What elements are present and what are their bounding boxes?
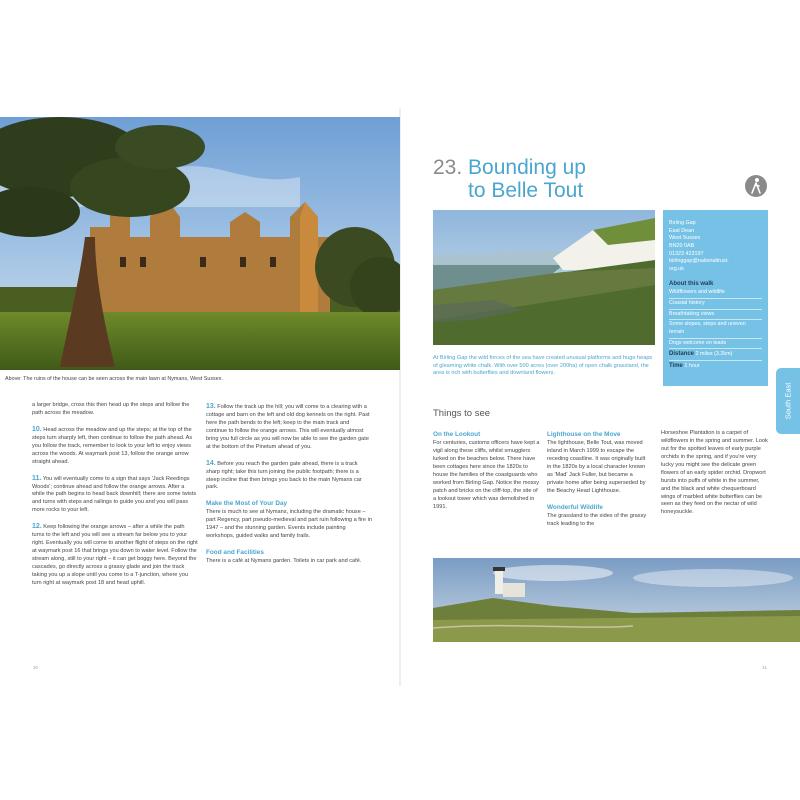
phone-number[interactable]: 01323 423197 [669, 250, 704, 257]
time-row [669, 361, 762, 372]
address-line: East Dean [669, 227, 695, 234]
cliffs-photo-caption: At Birling Gap the wild forces of the sea have created unusual platforms and huge heaps of gleaming white chalk. With over 500 acres (over 200ha) of open chalk grassland, the area is rich with butterflies and downland flowers. [433, 355, 653, 377]
walk-info-box [663, 210, 768, 386]
wildlife-text: The grassland to the sides of the grassy track leading to the [547, 512, 647, 527]
left-column-1 [32, 402, 198, 595]
make-most-heading: Make the Most of Your Day [206, 500, 288, 508]
time-label: Time [669, 362, 683, 369]
step-11 [32, 474, 198, 516]
lighthouse-text: The lighthouse, Belle Tout, was moved inland in March 1999 to escape the receding coastline. It was originally built in the 1820s by a local character known as 'Mad' Jack Fuller, but became a private home after being superseded by the Beachy Head Lighthouse. [547, 440, 646, 494]
col3-text: Horseshoe Plantation is a carpet of wildflowers in the spring and summer. Look out for the spotted leaves of early purple orchids in the spring, and if you're very lucky you might see the delicate green flowers of an early spider orchid. Dropwort bursts into puffs of white in the summer, and the black and white chequerboard wings of marbled white butterflies can be seen as they feed on the nectar of wild honeysuckle. [661, 430, 768, 516]
step-text: Before you reach the garden gate ahead, there is a track sharp right; take this turn joining the public footpath; there is a steep incline that then brings you back to the main Nymans car park. [206, 460, 362, 491]
make-most-text: There is much to see at Nymans, including the dramatic house – part Regency, part pseudo-medieval and part ruin following a fire in 1947 – and the stunning garden. Events include painting workshops, guided walks and family trails. [206, 509, 372, 540]
walk-title-text-2: to Belle Tout [468, 179, 584, 203]
about-item: Dogs welcome on leads [669, 339, 762, 350]
region-tab[interactable] [776, 368, 800, 434]
belle-tout-lighthouse-photo [433, 558, 800, 642]
food-facilities-text: There is a café at Nymans garden. Toilets in car park and café. [206, 558, 362, 565]
step-text: Keep following the orange arrows – after a while the path turns to the left and you will see a stream far below you to your right. Eventually you will come to another flight of steps on the right at waymark post 16 that brings you down to water level. Follow the stream along, still to your right – it can get boggy here. Beyond the cascades, go directly across a grassy glade and join the track taking you up a slope until you come to a T-junction, where you turn right at waymark post 18 and head uphill. [32, 524, 198, 586]
step-number: 12. [32, 523, 42, 531]
left-photo-caption: Above: The ruins of the house can be seen across the main lawn at Nymans, West Sussex. [5, 376, 223, 382]
food-facilities-heading: Food and Facilities [206, 549, 264, 557]
walking-figure-icon [745, 175, 767, 197]
about-item: Breathtaking views [669, 310, 762, 321]
address-line: BN20 0AB [669, 243, 695, 250]
email-line-2[interactable]: org.uk [669, 266, 684, 273]
step-text: You will eventually come to a sign that says 'Jack Reedings Woods'; continue ahead and follow the orange arrows. After a while the path begins to head back downhill; there are some twists and turns with steps and railings to guide you and you will pass more rocks to your left. [32, 475, 197, 514]
right-page-number: 31 [762, 665, 768, 670]
address-line: Birling Gap [669, 220, 696, 226]
step-10 [32, 425, 198, 467]
birling-gap-cliffs-photo [433, 210, 655, 345]
step-14 [206, 459, 372, 493]
right-column-1 [433, 430, 541, 519]
things-to-see-heading: Things to see [433, 408, 491, 419]
distance-row [669, 349, 762, 361]
nymans-house-photo [0, 117, 400, 370]
distance-label: Distance [669, 351, 695, 358]
region-tab-label: South East [783, 382, 793, 420]
about-walk-heading: About this walk [669, 280, 714, 287]
walk-title-line-1 [433, 156, 586, 179]
lighthouse-heading: Lighthouse on the Move [547, 431, 621, 438]
step-number: 10. [32, 425, 42, 433]
left-page-number: 30 [33, 665, 39, 670]
address-block [669, 220, 762, 274]
step-number: 11. [32, 474, 42, 482]
wildlife-heading: Wonderful Wildlife [547, 503, 603, 511]
intro-paragraph: a larger bridge, cross this then head up the steps and follow the path across the meadow. [32, 402, 190, 416]
walk-title [433, 156, 586, 202]
email-line-1[interactable]: birlinggap@nationaltrust. [669, 258, 729, 265]
distance-value: 2 miles (3.2km) [695, 351, 733, 358]
step-number: 13. [206, 403, 216, 410]
lookout-text: For centuries, customs officers have kept a vigil along these cliffs, whilst smugglers lurked on the beaches below. There have been cottages here since the 1820s to house the families of the coastguards who worked from Birling Gap. Notice the mossy patch and bricks on the cliff-top, the site of a lookout tower which was demolished in 1991. [433, 440, 540, 510]
right-column-3 [661, 430, 769, 524]
step-13 [206, 402, 372, 452]
address-line: West Sussex [669, 235, 701, 242]
step-number: 14. [206, 459, 216, 467]
time-value: 1 hour [684, 362, 700, 369]
left-column-2 [206, 402, 372, 573]
lookout-heading: On the Lookout [433, 431, 481, 438]
step-text: Head across the meadow and up the steps; at the top of the steps turn sharply left, then continue to follow the path ahead. As you follow the track, remember to look to your left to enjoy views across the woods. At waymark post 13, follow the orange arrow straight ahead. [32, 426, 193, 465]
step-text: Follow the track up the hill; you will come to a clearing with a cottage and barn on the left and old dog kennels on the right. Past here the path bends to the left; keep to the main track and continue to follow the orange arrows. This will eventually almost bring you full circle as you will now be able to see the garden gate at the bottom of the Pinetum ahead of you. [206, 404, 370, 450]
step-12 [32, 522, 198, 588]
about-item: Some slopes, steps and uneven terrain [669, 320, 762, 338]
about-item: Wildflowers and wildlife [669, 288, 762, 299]
about-item: Coastal history [669, 299, 762, 310]
walk-number: 23. [433, 156, 463, 179]
right-column-2 [547, 430, 651, 536]
walk-title-text-1: Bounding up [468, 156, 586, 179]
